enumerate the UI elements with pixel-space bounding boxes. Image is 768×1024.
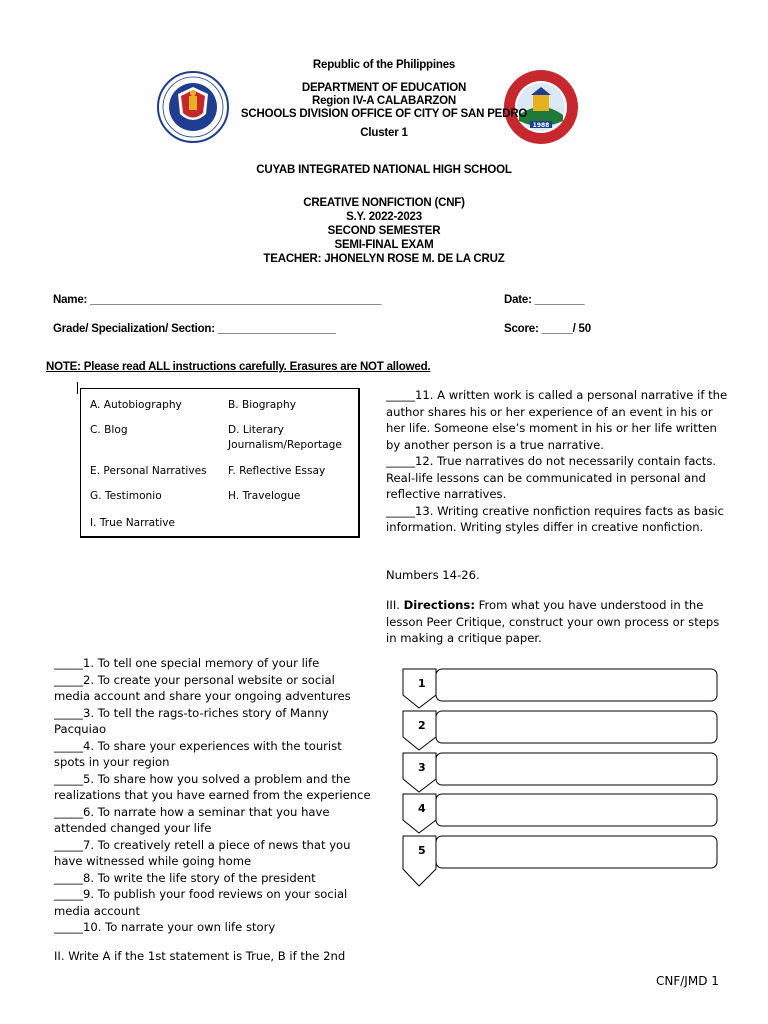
exam-title: SEMI-FINAL EXAM — [334, 239, 434, 251]
question-5: _____5. To share how you solved a problem and the realizations that you have earned from the experience — [54, 771, 371, 802]
part2-items — [386, 387, 731, 536]
directions-text: From what you have understood in the lesson Peer Critique, construct your own process or steps in making a critique paper. — [386, 598, 720, 645]
choice-b: B. Biography — [228, 399, 296, 411]
header-region: Region IV-A CALABARZON — [311, 95, 457, 107]
choices-box — [80, 388, 360, 538]
step-number: 3 — [418, 761, 426, 774]
step-number: 4 — [418, 802, 426, 815]
question-2: _____2. To create your personal website or social media account and share your ongoing adventures — [54, 672, 351, 703]
part1-items — [54, 655, 374, 936]
date-field[interactable]: Date: ________ — [504, 294, 585, 306]
step-5[interactable] — [402, 835, 718, 869]
question-6: _____6. To narrate how a seminar that you have attended changed your life — [54, 804, 330, 835]
choice-d-line2: Journalism/Reportage — [228, 439, 342, 451]
header-republic: Republic of the Philippines — [312, 59, 456, 71]
box-corner-mark — [77, 382, 78, 394]
directions-label: Directions: — [403, 598, 475, 612]
question-11: _____11. A written work is called a personal narrative if the author shares his or her experience of an event in his or her life. Someone else’s moment in his or her life written by another person is a true narrative. — [386, 388, 728, 452]
grade-section-field[interactable]: Grade/ Specialization/ Section: ___________________ — [53, 323, 336, 335]
school-name: CUYAB INTEGRATED NATIONAL HIGH SCHOOL — [256, 164, 512, 176]
step-number: 1 — [418, 677, 426, 690]
step-1[interactable] — [402, 668, 718, 702]
choice-i: I. True Narrative — [90, 517, 176, 529]
question-8: _____8. To write the life story of the president — [54, 870, 316, 885]
semester: SECOND SEMESTER — [327, 225, 441, 237]
part2-instruction: II. Write A if the 1st statement is True, B if the 2nd — [54, 949, 346, 963]
part3-directions — [386, 597, 726, 647]
question-13: _____13. Writing creative nonfiction requires facts as basic information. Writing styles differ in creative nonfiction. — [386, 503, 724, 534]
choice-c: C. Blog — [90, 424, 128, 436]
subject-title: CREATIVE NONFICTION (CNF) — [303, 197, 465, 209]
header-cluster: Cluster 1 — [360, 127, 408, 139]
question-9: _____9. To publish your food reviews on your social media account — [54, 887, 348, 918]
note-text: NOTE: Please read ALL instructions carefully. Erasures are NOT allowed. — [46, 361, 431, 373]
choice-h: H. Travelogue — [228, 490, 301, 502]
part3-roman: III. — [386, 598, 404, 612]
choice-f: F. Reflective Essay — [228, 465, 326, 477]
step-number: 5 — [418, 844, 426, 857]
choice-a: A. Autobiography — [90, 399, 182, 411]
step-4[interactable] — [402, 793, 718, 827]
teacher-name: TEACHER: JHONELYN ROSE M. DE LA CRUZ — [263, 253, 505, 265]
name-field[interactable]: Name: _______________________________________________ — [53, 294, 382, 306]
part3-numbers: Numbers 14-26. — [386, 568, 480, 582]
choice-g: G. Testimonio — [90, 490, 162, 502]
page-footer: CNF/JMD 1 — [656, 974, 719, 988]
school-year: S.Y. 2022-2023 — [346, 211, 422, 223]
question-10: _____10. To narrate your own life story — [54, 920, 276, 934]
question-12: _____12. True narratives do not necessarily contain facts. Real-life lessons can be communicated in personal and reflective narratives. — [386, 454, 717, 501]
question-1: _____1. To tell one special memory of your life — [54, 656, 320, 670]
svg-text:1988: 1988 — [532, 122, 550, 129]
question-4: _____4. To share your experiences with the tourist spots in your region — [54, 738, 342, 769]
question-3: _____3. To tell the rags-to-riches story of Manny Pacquiao — [54, 705, 329, 736]
choice-d-line1: D. Literary — [228, 424, 284, 436]
question-7: _____7. To creatively retell a piece of news that you have witnessed while going home — [54, 837, 351, 868]
step-3[interactable] — [402, 752, 718, 786]
score-field[interactable]: Score: _____/ 50 — [504, 323, 591, 335]
choice-e: E. Personal Narratives — [90, 465, 207, 477]
step-number: 2 — [418, 719, 426, 732]
header-division: SCHOOLS DIVISION OFFICE OF CITY OF SAN PEDRO — [240, 108, 528, 120]
step-2[interactable] — [402, 710, 718, 744]
header-department: DEPARTMENT OF EDUCATION — [301, 82, 467, 94]
